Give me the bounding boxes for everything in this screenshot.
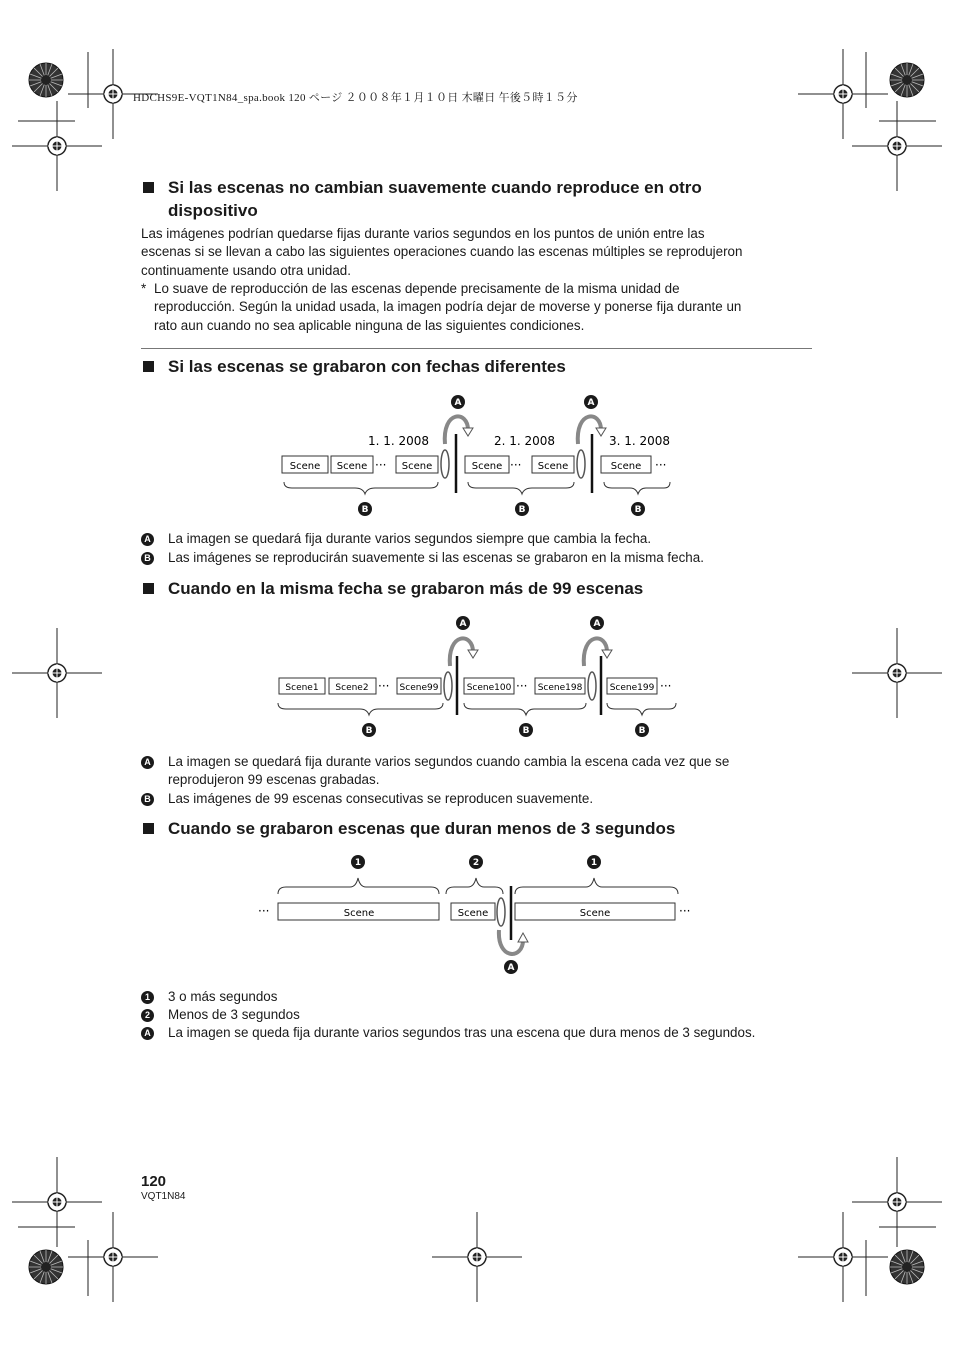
marker-1-text: 1 [354, 858, 362, 868]
section-divider [141, 348, 812, 349]
duration-brace [278, 878, 439, 894]
crop-burst-mark [29, 63, 63, 97]
marker-2-text: 2 [472, 858, 480, 868]
legend-item [144, 1024, 838, 1042]
marker-b-text: B [634, 505, 642, 515]
section-heading [168, 577, 643, 600]
crop-burst-mark [890, 1250, 924, 1284]
footnote [154, 280, 824, 335]
junction-marker [441, 450, 449, 478]
section-heading [168, 817, 675, 840]
arrow-head [463, 428, 473, 436]
marker-a-text: A [454, 398, 462, 408]
marker-b-text: B [522, 726, 530, 736]
marker-b-text: B [365, 726, 373, 736]
registration-cross [798, 49, 888, 139]
registration-cross [852, 628, 942, 718]
legend-item [144, 790, 828, 808]
registration-cross [852, 1157, 942, 1247]
legend-item [144, 1006, 828, 1024]
scene-label: Scene [457, 908, 489, 919]
legend-text: Las imágenes se reproducirán suavemente si las escenas se grabaron en la misma fecha. [168, 550, 704, 565]
scene-label: Scene [336, 461, 368, 472]
heading-text: Si las escenas se grabaron con fechas diferentes [168, 357, 566, 376]
marker-a-text: A [593, 619, 601, 629]
legend-item [144, 988, 828, 1006]
short-scene-diagram [255, 850, 705, 980]
intro-paragraph [141, 225, 821, 280]
scene-count-diagram [270, 612, 690, 742]
marker-a-text: A [459, 619, 467, 629]
scene-label: Scene1 [285, 683, 319, 693]
heading-text: Cuando en la misma fecha se grabaron más de 99 escenas [168, 579, 644, 598]
footnote-line: reproducción. Según la unidad usada, la imagen podría dejar de moverse y ponerse fija durante un [154, 299, 742, 315]
group-brace [284, 482, 438, 494]
arrow-head [596, 428, 606, 436]
ellipsis: ··· [660, 679, 672, 693]
paragraph-line: escenas si se llevan a cabo las siguientes operaciones cuando las escenas múltiples se reprodujeron [141, 244, 743, 260]
registration-cross [798, 1212, 888, 1302]
scene-label: Scene [610, 461, 642, 472]
registration-cross [12, 628, 102, 718]
square-bullet-icon [143, 182, 154, 193]
duration-brace [446, 878, 503, 894]
heading-line: dispositivo [168, 201, 258, 220]
ellipsis: ··· [679, 904, 691, 918]
legend-item [144, 549, 828, 567]
note-asterisk: * [141, 281, 147, 296]
legend-text: La imagen se queda fija durante varios segundos tras una escena que dura menos de 3 segundos. [168, 1025, 756, 1040]
heading-line: Si las escenas no cambian suavemente cuando reproduce en otro [168, 178, 702, 197]
junction-marker [577, 450, 585, 478]
date-label: 2. 1. 2008 [494, 434, 556, 448]
marker-b-text: B [518, 505, 526, 515]
ellipsis: ··· [516, 679, 528, 693]
marker-b-text: B [361, 505, 369, 515]
legend-text: Las imágenes de 99 escenas consecutivas se reproducen suavemente. [168, 791, 594, 806]
legend-item [144, 753, 828, 790]
marker-b-text: B [638, 726, 646, 736]
registration-cross [852, 101, 942, 191]
section-heading [168, 176, 828, 222]
ellipsis: ··· [655, 458, 667, 472]
marker-a-badge: A [141, 756, 154, 769]
junction-marker [497, 898, 505, 926]
crop-burst-mark [890, 63, 924, 97]
group-brace [464, 703, 586, 715]
scene-label: Scene100 [466, 683, 512, 693]
square-bullet-icon [143, 823, 154, 834]
arrow-head [602, 650, 612, 658]
arrow-head [518, 933, 528, 942]
legend-text: La imagen se quedará fija durante varios segundos siempre que cambia la fecha. [168, 531, 652, 546]
marker-1-text: 1 [590, 858, 598, 868]
duration-brace [515, 878, 678, 894]
footnote-line: Lo suave de reproducción de las escenas depende precisamente de la misma unidad de [154, 281, 680, 296]
registration-cross [432, 1212, 522, 1302]
document-code: VQT1N84 [141, 1191, 186, 1202]
page-number: 120 [141, 1173, 167, 1190]
date-label: 3. 1. 2008 [609, 434, 671, 448]
section-heading [168, 355, 566, 378]
marker-a-text: A [587, 398, 595, 408]
legend-text: reprodujeron 99 escenas grabadas. [168, 772, 380, 788]
ellipsis: ··· [378, 679, 390, 693]
registration-cross [12, 1157, 102, 1247]
registration-cross [12, 101, 102, 191]
scene-label: Scene [343, 908, 375, 919]
legend-text: 3 o más segundos [168, 989, 278, 1004]
scene-label: Scene [401, 461, 433, 472]
legend-text: La imagen se quedará fija durante varios segundos cuando cambia la escena cada vez que se [168, 754, 730, 769]
group-brace [468, 482, 574, 494]
dates-diagram [270, 390, 690, 520]
legend-item [144, 530, 828, 548]
group-brace [278, 703, 443, 715]
legend-text: Menos de 3 segundos [168, 1007, 300, 1022]
date-label: 1. 1. 2008 [368, 434, 430, 448]
ellipsis: ··· [258, 904, 270, 918]
scene-label: Scene198 [537, 683, 583, 693]
marker-b-badge: B [141, 793, 154, 806]
marker-a-text: A [507, 963, 515, 973]
junction-marker [444, 672, 452, 700]
crop-burst-mark [29, 1250, 63, 1284]
group-brace [604, 482, 670, 494]
scene-label: Scene2 [335, 683, 369, 693]
paragraph-line: Las imágenes podrían quedarse fijas durante varios segundos en los puntos de unión entre las [141, 226, 705, 241]
scene-label: Scene [471, 461, 503, 472]
footnote-line: rato aun cuando no sea aplicable ninguna de las siguientes condiciones. [154, 317, 585, 333]
marker-a-badge: A [141, 1027, 154, 1040]
scene-label: Scene99 [399, 683, 439, 693]
scene-label: Scene [289, 461, 321, 472]
square-bullet-icon [143, 361, 154, 372]
ellipsis: ··· [375, 458, 387, 472]
marker-a-badge: A [141, 533, 154, 546]
marker-b-badge: B [141, 552, 154, 565]
registration-cross [68, 1212, 158, 1302]
junction-marker [588, 672, 596, 700]
marker-1-badge: 1 [141, 991, 154, 1004]
square-bullet-icon [143, 583, 154, 594]
arrow-head [468, 650, 478, 658]
scene-label: Scene199 [609, 683, 655, 693]
heading-text: Cuando se grabaron escenas que duran menos de 3 segundos [168, 819, 676, 838]
scene-label: Scene [537, 461, 569, 472]
file-header: HDCHS9E-VQT1N84_spa.book 120 ページ ２００８年１月１０日 木曜日 午後５時１５分 [133, 92, 578, 104]
marker-2-badge: 2 [141, 1009, 154, 1022]
ellipsis: ··· [510, 458, 522, 472]
scene-label: Scene [579, 908, 611, 919]
paragraph-line: continuamente usando otra unidad. [141, 262, 351, 278]
group-brace [607, 703, 676, 715]
